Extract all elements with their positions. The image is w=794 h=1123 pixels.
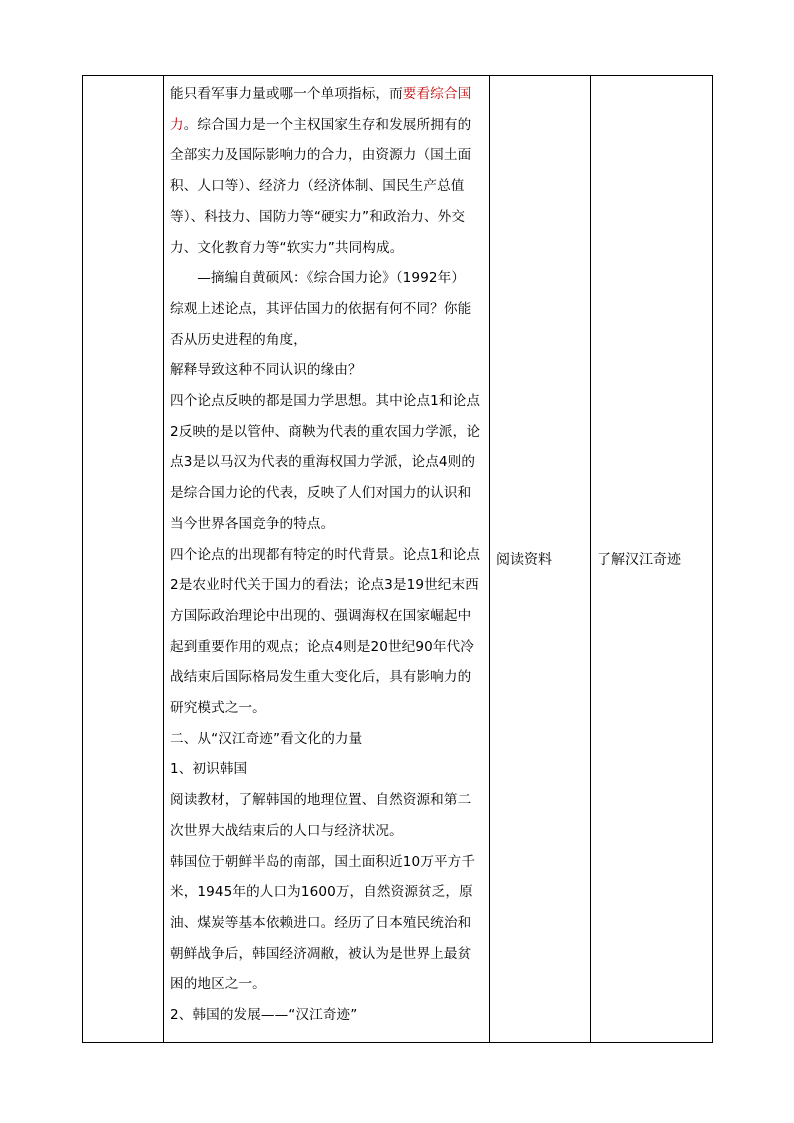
question-line-2: 解释导致这种不同认识的缘由？ xyxy=(170,362,362,379)
design-intent-cell: 了解汉江奇迹 xyxy=(591,76,713,1043)
teaching-content-cell xyxy=(164,76,490,1043)
lesson-plan-table xyxy=(82,75,713,1043)
answer-paragraph-2: 四个论点的出现都有特定的时代背景。论点1和论点2是农业时代关于国力的看法；论点3是19世纪末西方国际政治理论中出现的、强调海权在国家崛起中起到重要作用的观点；论点4则是20世纪90年代冷战结束后国际格局发生重大变化后，具有影响力的研究模式之一。 xyxy=(170,546,481,717)
highlight-text: 要看综合国力 xyxy=(170,86,472,133)
paragraph-comprehensive-power: 能只看军事力量或哪一个单项指标，而要看综合国力。综合国力是一个主权国家生存和发展所拥有的全部实力及国际影响力的合力，由资源力（国土面积、人口等）、经济力（经济体制、国民生产总值等）、科技力、国防力等“硬实力”和政治力、外交力、文化教育力等“软实力”共同构成。 xyxy=(170,86,472,256)
korea-paragraph: 韩国位于朝鲜半岛的南部，国土面积近10万平方千米，1945年的人口为1600万，自然资源贫乏，原油、煤炭等基本依赖进口。经历了日本殖民统治和朝鲜战争后，韩国经济凋敝，被认为是世界上最贫困的地区之一。 xyxy=(170,853,476,993)
subheading-1: 1、初识韩国 xyxy=(170,761,248,778)
subheading-2: 2、韩国的发展——“汉江奇迹” xyxy=(170,1007,358,1024)
task-paragraph: 阅读教材，了解韩国的地理位置、自然资源和第二次世界大战结束后的人口与经济状况。 xyxy=(170,792,472,839)
section-heading: 二、从“汉江奇迹”看文化的力量 xyxy=(170,730,363,747)
question-line-1: 综观上述论点，其评估国力的依据有何不同？你能否从历史进程的角度， xyxy=(170,300,472,348)
answer-paragraph-1: 四个论点反映的都是国力学思想。其中论点1和论点2反映的是以管仲、商鞅为代表的重农国力学派，论点3是以马汉为代表的重海权国力学派，论点4则的是综合国力论的代表，反映了人们对国力的认识和当今世界各国竞争的特点。 xyxy=(170,393,481,532)
left-column-cell xyxy=(83,76,164,1043)
student-activity-cell: 阅读资料 xyxy=(490,76,591,1043)
citation-line: —摘编自黄硕风：《综合国力论》（1992年） xyxy=(197,270,466,287)
